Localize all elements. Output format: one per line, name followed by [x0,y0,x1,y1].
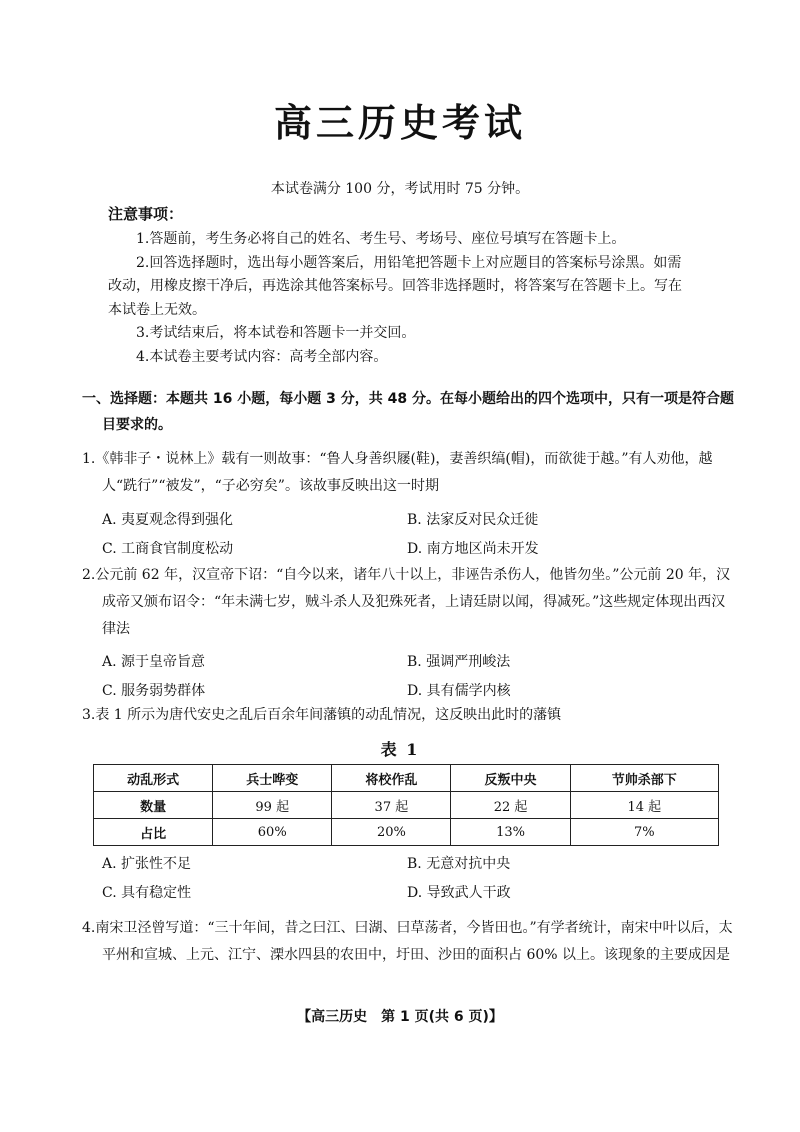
question-stem: 1.《韩非子・说林上》载有一则故事：“鲁人身善织屦(鞋)，妻善织缟(帽)，而欲徙于越。”有人劝他，越人“跣行”“被发”，“子必穷矣”。该故事反映出这一时期 [82,451,713,494]
exam-info: 本试卷满分 100 分，考试用时 75 分钟。 [270,181,530,197]
notice-heading: 注意事项： [108,205,184,223]
notice-item: 2.回答选择题时，选出每小题答案后，用铅笔把答题卡上对应题目的答案标号涂黑。如需改动，用橡皮擦干净后，再选涂其他答案标号。回答非选择题时，将答案写在答题卡上。写在本试卷上无效。 [108,254,682,318]
table-row [94,792,719,819]
question-1-options [102,504,712,562]
table-row [94,819,719,846]
table-cell: 37 起 [332,792,451,819]
table-header-cell: 反叛中央 [451,765,570,792]
section-heading: 一、选择题：本题共 16 小题，每小题 3 分，共 48 分。在每小题给出的四个选项中，只有一项是符合题目要求的。 [82,391,734,433]
table-cell: 14 起 [570,792,718,819]
option-d: D. 导致武人干政 [407,884,511,901]
page-title: 高三历史考试 [273,101,526,145]
question-3 [82,702,734,729]
option-d: D. 南方地区尚未开发 [407,540,539,557]
question-stem: 3.表 1 所示为唐代安史之乱后百余年间藩镇的动乱情况，这反映出此时的藩镇 [82,707,562,723]
notice-item: 4.本试卷主要考试内容：高考全部内容。 [136,348,388,365]
table-caption: 表 1 [380,740,420,759]
option-a: A. 扩张性不足 [102,855,192,872]
question-4 [82,915,734,969]
question-stem: 2.公元前 62 年，汉宣帝下诏：“自今以来，诸年八十以上，非诬告杀伤人，他皆勿坐。”公元前 20 年，汉成帝又颁布诏令：“年未满七岁，贼斗杀人及犯殊死者，上请廷尉以闻，得减死。”这些规定体现出西汉律法 [82,567,731,637]
option-b: B. 无意对抗中央 [407,855,511,872]
table-header-row [94,765,719,792]
question-3-options [102,848,712,906]
option-c: C. 具有稳定性 [102,884,192,901]
table-cell: 60% [213,819,332,846]
table-header-cell: 兵士哗变 [213,765,332,792]
question-2 [82,562,734,643]
option-c: C. 服务弱势群体 [102,682,206,699]
data-table [93,764,719,846]
question-2-options [102,646,712,704]
table-cell: 13% [451,819,570,846]
table-header-cell: 节帅杀部下 [570,765,718,792]
notice-item: 3.考试结束后，将本试卷和答题卡一并交回。 [136,325,416,341]
option-d: D. 具有儒学内核 [407,682,511,699]
page-footer: 【高三历史 第 1 页(共 6 页)】 [297,1009,503,1025]
table-cell: 7% [570,819,718,846]
question-1 [82,446,734,500]
table-cell: 22 起 [451,792,570,819]
table-cell: 数量 [94,792,213,819]
table-cell: 99 起 [213,792,332,819]
notice-list [108,228,693,369]
option-b: B. 法家反对民众迁徙 [407,511,539,528]
question-stem: 4.南宋卫泾曾写道：“三十年间，昔之曰江、曰湖、曰草荡者，今皆田也。”有学者统计，南宋中叶以后，太平州和宣城、上元、江宁、溧水四县的农田中，圩田、沙田的面积占 60% 以上。该现象的主要成因是 [82,920,733,963]
option-a: A. 源于皇帝旨意 [102,653,206,670]
table-header-cell: 动乱形式 [94,765,213,792]
table-cell: 占比 [94,819,213,846]
table-header-cell: 将校作乱 [332,765,451,792]
option-c: C. 工商食官制度松动 [102,540,234,557]
option-b: B. 强调严刑峻法 [407,653,511,670]
option-a: A. 夷夏观念得到强化 [102,511,234,528]
table-cell: 20% [332,819,451,846]
notice-item: 1.答题前，考生务必将自己的姓名、考生号、考场号、座位号填写在答题卡上。 [136,231,626,247]
